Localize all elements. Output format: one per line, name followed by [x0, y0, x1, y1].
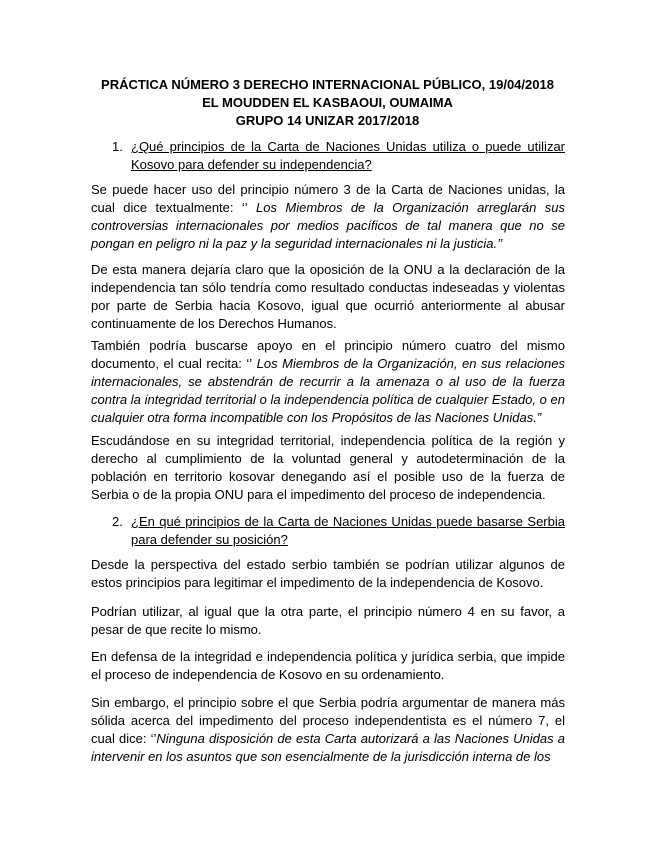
- paragraph-1-intro: Se puede hacer uso del principio número 3 de la Carta de Naciones unidas, la cual dice textualmente: ‘’: [91, 182, 565, 215]
- paragraph-4: Escudándose en su integridad territorial, independencia política de la región y derecho al cumplimiento de la voluntad general y autodeterminación de la población en territorio kosovar denegando así el posible uso de la fuerza de Serbia o de la propia ONU para el impedimento del proceso de independencia.: [91, 433, 565, 502]
- question-1-number: 1.: [112, 139, 123, 154]
- question-1-text: ¿Qué principios de la Carta de Naciones Unidas utiliza o puede utilizar Kosovo para defender su independencia?: [131, 139, 565, 172]
- question-2-text: ¿En qué principios de la Carta de Naciones Unidas puede basarse Serbia para defender su posición?: [131, 514, 565, 547]
- header-author: EL MOUDDEN EL KASBAOUI, OUMAIMA: [202, 95, 453, 110]
- paragraph-8: [91, 694, 565, 766]
- header-title: PRÁCTICA NÚMERO 3 DERECHO INTERNACIONAL PÚBLICO, 19/04/2018: [101, 77, 554, 92]
- paragraph-3-quote: Los Miembros de la Organización, en sus relaciones internacionales, se abstendrán de recurrir a la amenaza o al uso de la fuerza contra la integridad territorial o la independencia política de cualquier Estado, o en cualquier otra forma incompatible con los Propósitos de las Naciones Unidas.”: [91, 356, 566, 425]
- paragraph-7: En defensa de la integridad e independencia política y jurídica serbia, que impide el proceso de independencia de Kosovo en su ordenamiento.: [91, 649, 565, 682]
- paragraph-2: De esta manera dejaría claro que la oposición de la ONU a la declaración de la independencia tan sólo tendría como resultado conductas indeseadas y violentas por parte de Serbia hacia Kosovo, igual que ocurrió anteriormente al abusar continuamente de los Derechos Humanos.: [91, 262, 565, 331]
- paragraph-6: Podrían utilizar, al igual que la otra parte, el principio número 4 en su favor, a pesar de que recite lo mismo.: [91, 604, 565, 637]
- question-2-number: 2.: [112, 514, 123, 529]
- question-1: [112, 138, 565, 174]
- paragraph-1-quote: Los Miembros de la Organización arreglarán sus controversias internacionales por medios pacíficos de tal manera que no se pongan en peligro ni la paz y la seguridad internacionales ni la justicia.’’: [91, 200, 565, 251]
- paragraph-3-intro: También podría buscarse apoyo en el principio número cuatro del mismo documento, el cual recita: ‘’: [91, 338, 565, 371]
- paragraph-1: [91, 181, 565, 253]
- header-group: GRUPO 14 UNIZAR 2017/2018: [235, 113, 420, 128]
- paragraph-5: Desde la perspectiva del estado serbio también se podrían utilizar algunos de estos principios para legitimar el impedimento de la independencia de Kosovo.: [91, 557, 565, 590]
- paragraph-8-quote: Ninguna disposición de esta Carta autorizará a las Naciones Unidas a intervenir en los asuntos que son esencialmente de la jurisdicción interna de los: [91, 731, 565, 764]
- paragraph-3: [91, 337, 565, 427]
- document-header: [60, 76, 595, 130]
- question-2: [112, 513, 565, 549]
- paragraph-8-intro: Sin embargo, el principio sobre el que Serbia podría argumentar de manera más sólida acerca del impedimento del proceso independentista es el número 7, el cual dice: ‘’: [91, 695, 565, 746]
